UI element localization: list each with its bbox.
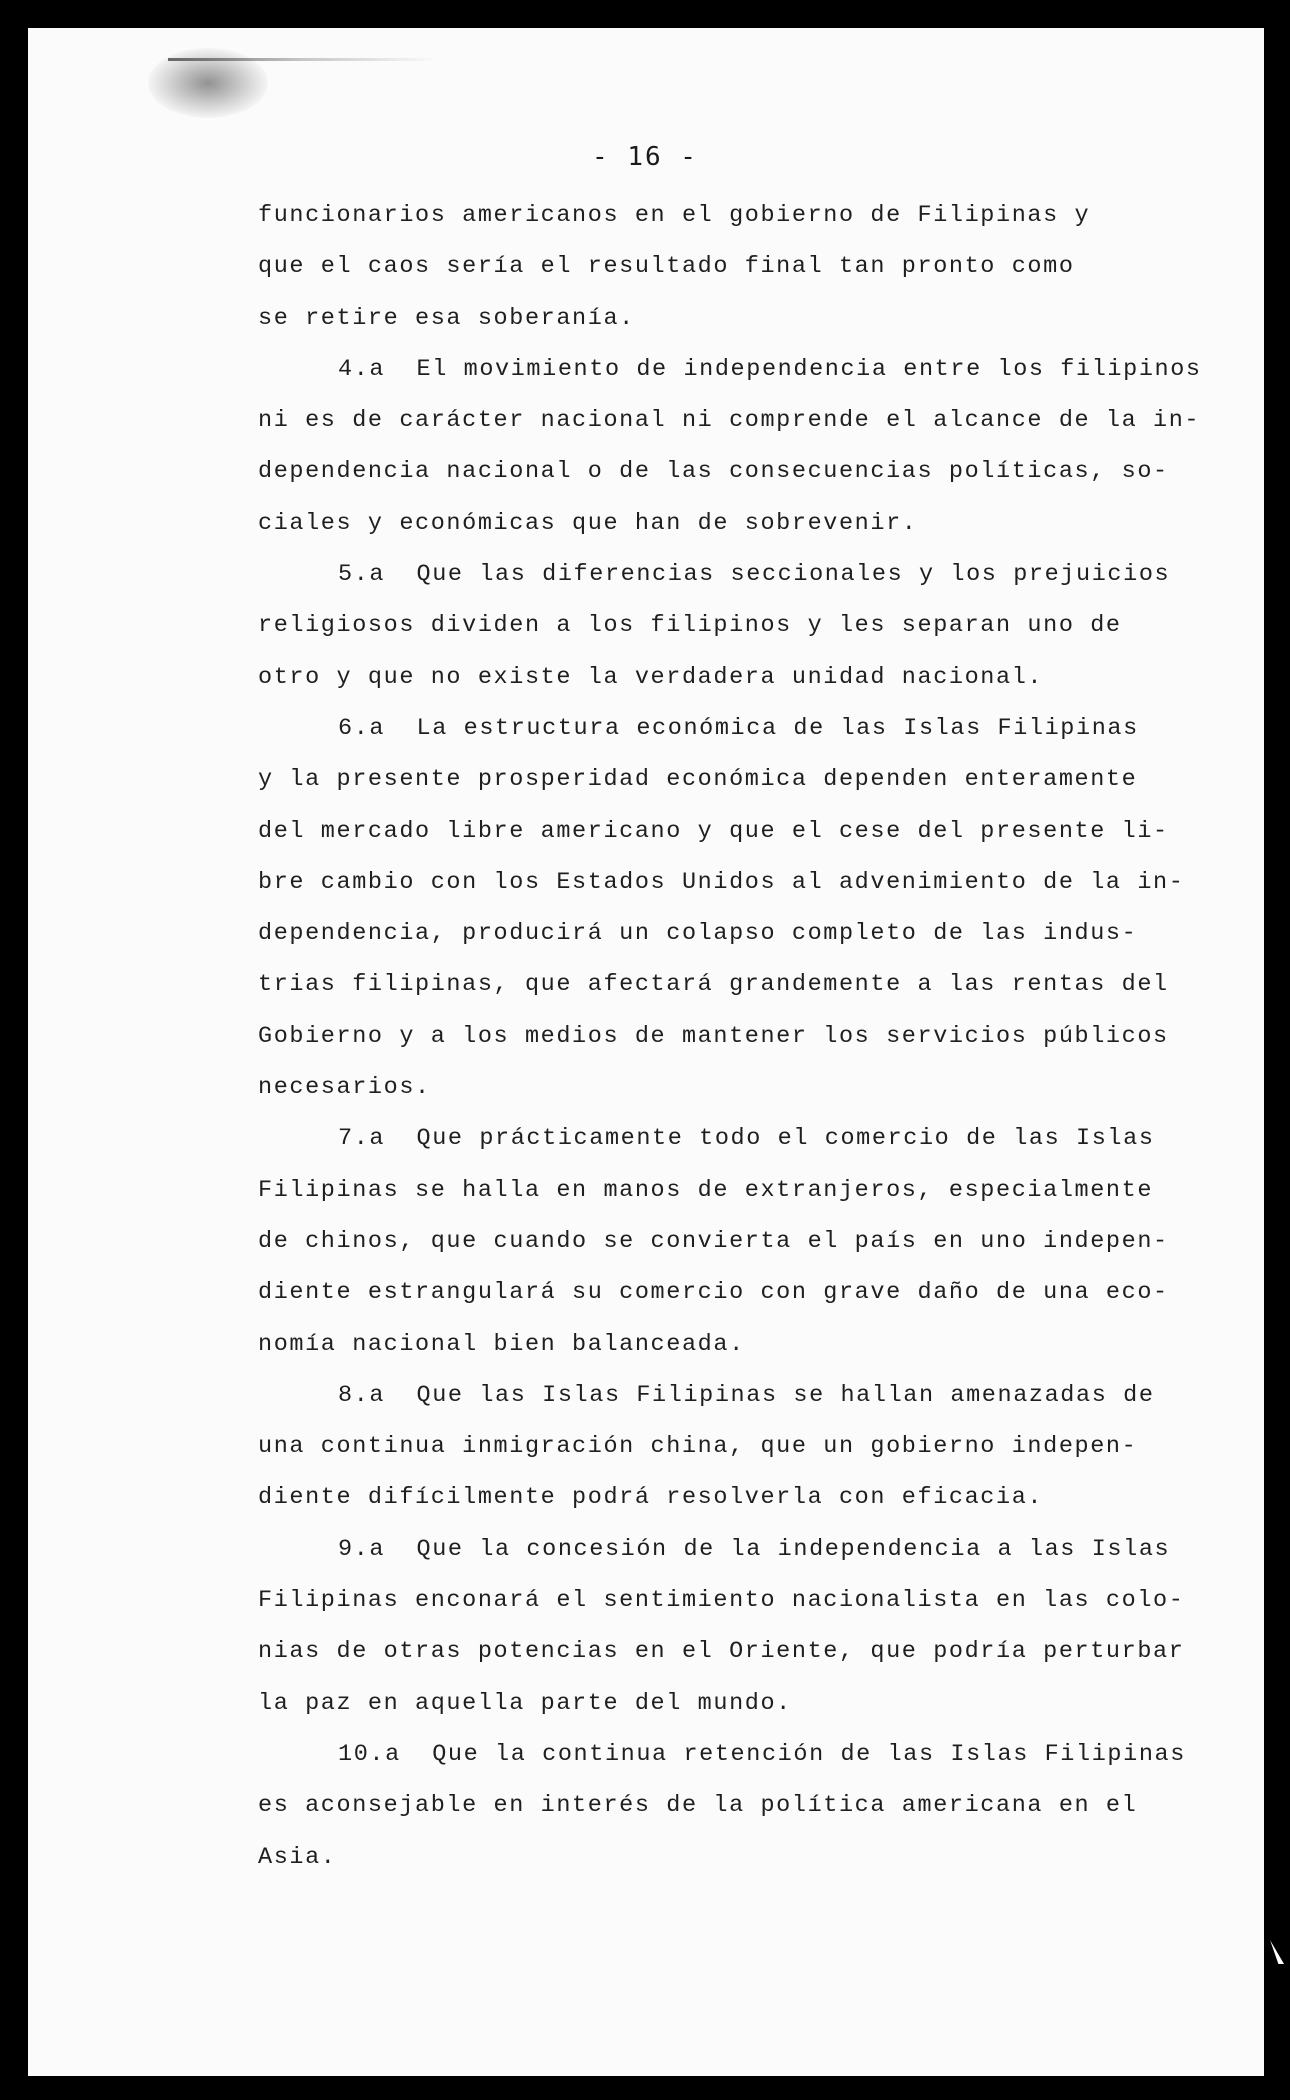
numbered-point-9: 9.a Que la concesión de la independencia a las Islas [338, 1535, 1171, 1563]
text-line: del mercado libre americano y que el cese del presente li- [258, 817, 1169, 845]
text-line: de chinos, que cuando se convierta el país en uno indepen- [258, 1227, 1169, 1255]
numbered-point-7: 7.a Que prácticamente todo el comercio de las Islas [338, 1125, 1155, 1153]
text-line: diente estrangulará su comercio con grave daño de una eco- [258, 1279, 1169, 1307]
text-line: trias filipinas, que afectará grandemente a las rentas del [258, 971, 1169, 999]
numbered-point-6: 6.a La estructura económica de las Islas Filipinas [338, 714, 1139, 742]
text-line: Filipinas se halla en manos de extranjeros, especialmente [258, 1176, 1154, 1204]
text-line: la paz en aquella parte del mundo. [258, 1689, 792, 1717]
scan-edge-mark [1270, 1940, 1284, 1964]
text-line: ni es de carácter nacional ni comprende el alcance de la in- [258, 407, 1201, 435]
numbered-point-5: 5.a Que las diferencias seccionales y los prejuicios [338, 561, 1171, 589]
text-line: funcionarios americanos en el gobierno de Filipinas y [258, 202, 1091, 229]
page-number: - 16 - [592, 142, 698, 172]
scan-artifact-line [168, 58, 438, 61]
text-line: diente difícilmente podrá resolverla con eficacia. [258, 1484, 1044, 1512]
numbered-point-10: 10.a Que la continua retención de las Islas Filipinas [338, 1740, 1186, 1768]
text-line: se retire esa soberanía. [258, 304, 635, 332]
text-line: ciales y económicas que han de sobrevenir. [258, 509, 918, 537]
text-line: bre cambio con los Estados Unidos al advenimiento de la in- [258, 868, 1185, 896]
text-line: religiosos dividen a los filipinos y les separan uno de [258, 612, 1122, 640]
text-line: nomía nacional bien balanceada. [258, 1330, 745, 1358]
text-line: dependencia nacional o de las consecuencias políticas, so- [258, 458, 1169, 486]
text-line: una continua inmigración china, que un gobierno indepen- [258, 1433, 1138, 1461]
numbered-point-4: 4.a El movimiento de independencia entre los filipinos [338, 355, 1202, 383]
text-line: Asia. [258, 1843, 337, 1871]
document-body [258, 190, 1202, 1883]
text-line: es aconsejable en interés de la política americana en el [258, 1792, 1138, 1820]
text-line: que el caos sería el resultado final tan pronto como [258, 253, 1075, 281]
text-line: dependencia, producirá un colapso completo de las indus- [258, 920, 1138, 948]
text-line: otro y que no existe la verdadera unidad nacional. [258, 663, 1044, 691]
numbered-point-8: 8.a Que las Islas Filipinas se hallan amenazadas de [338, 1381, 1155, 1409]
text-line: nias de otras potencias en el Oriente, que podría perturbar [258, 1638, 1185, 1666]
text-line: Filipinas enconará el sentimiento nacionalista en las colo- [258, 1587, 1185, 1615]
text-line: Gobierno y a los medios de mantener los servicios públicos [258, 1022, 1169, 1050]
text-line: y la presente prosperidad económica dependen enteramente [258, 766, 1138, 794]
text-line: necesarios. [258, 1074, 431, 1102]
